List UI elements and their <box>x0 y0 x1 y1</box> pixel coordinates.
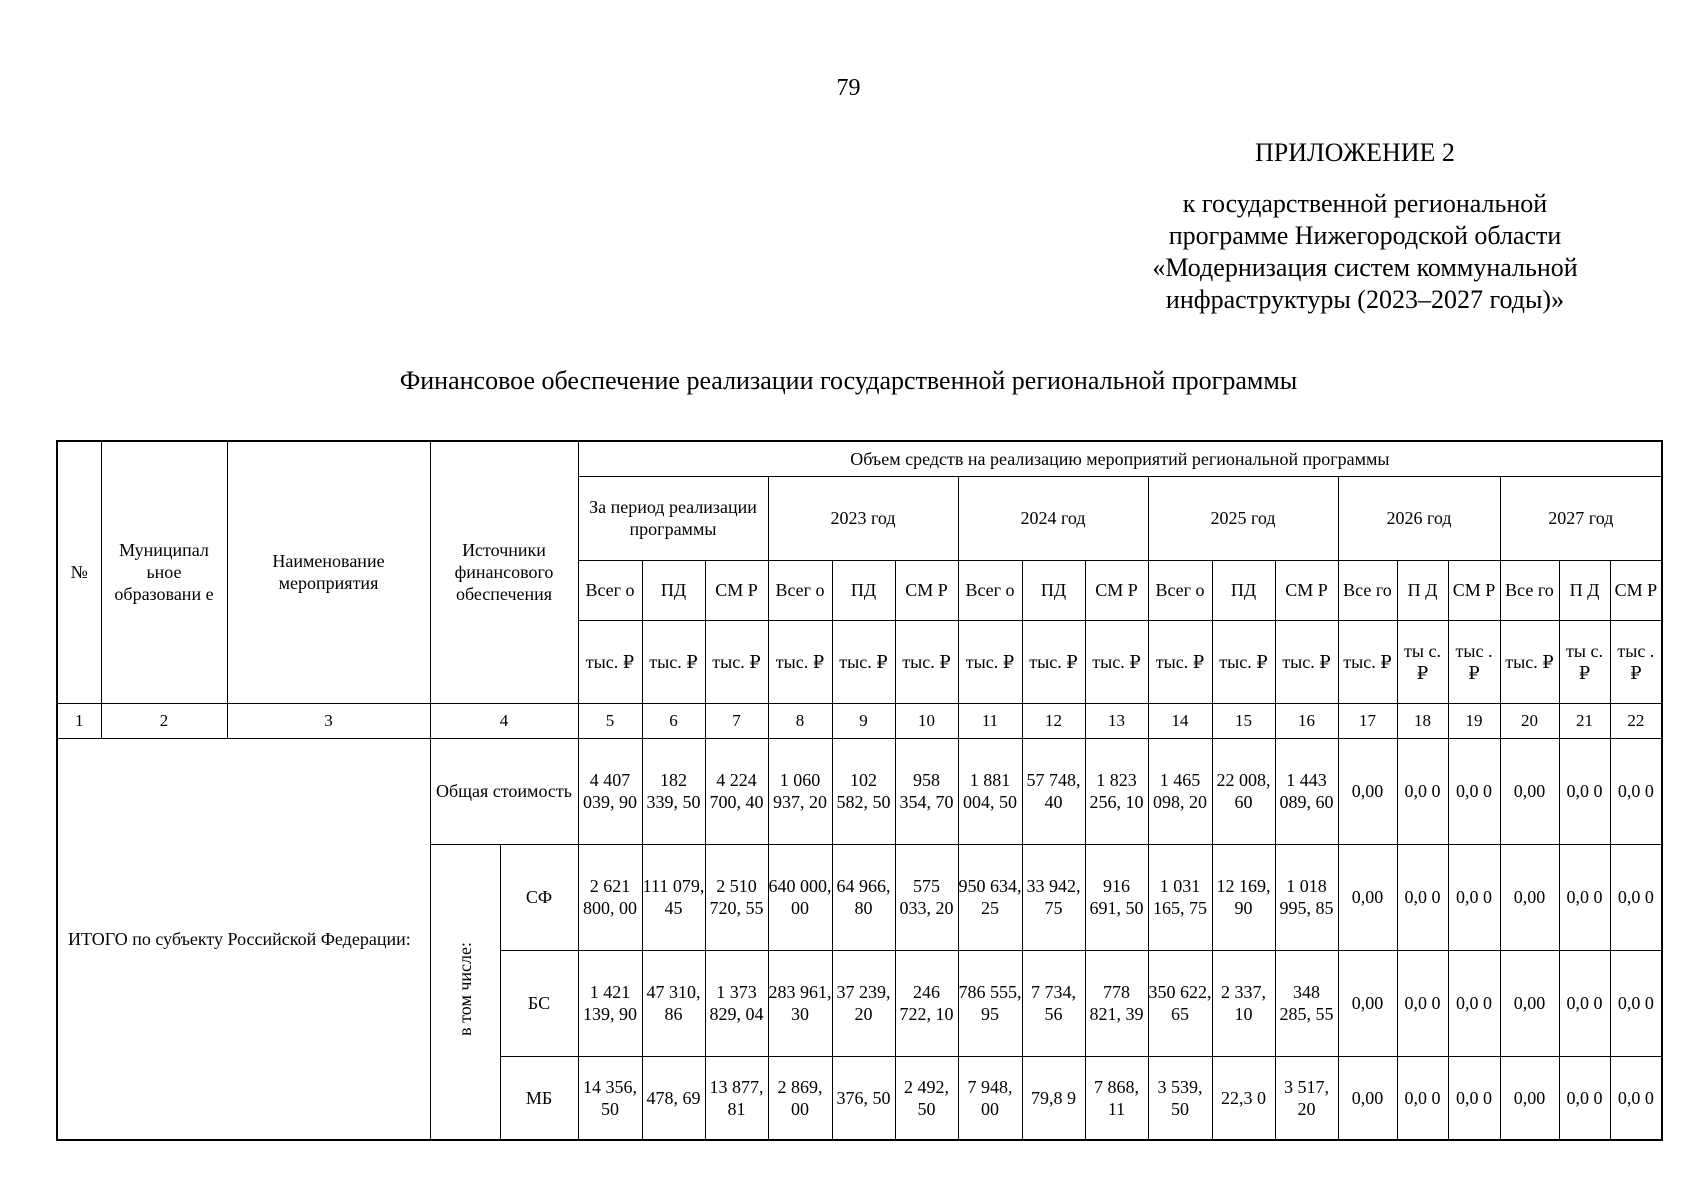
header-volume: Объем средств на реализацию мероприятий региональной программы <box>578 441 1662 476</box>
unit-header: тыс. ₽ <box>895 620 958 703</box>
table-cell: 3 539, 50 <box>1148 1056 1212 1140</box>
table-cell: 7 868, 11 <box>1085 1056 1148 1140</box>
table-cell: 0,00 <box>1338 950 1397 1056</box>
table-cell: 950 634, 25 <box>958 844 1022 950</box>
subcolumn-header: СМ Р <box>1610 560 1662 620</box>
subcolumn-header: ПД <box>1022 560 1085 620</box>
unit-header: тыс. ₽ <box>1275 620 1338 703</box>
table-cell: 916 691, 50 <box>1085 844 1148 950</box>
subcolumn-header: СМ Р <box>1085 560 1148 620</box>
unit-header: тыс. ₽ <box>1148 620 1212 703</box>
unit-header: тыс. ₽ <box>1338 620 1397 703</box>
subcolumn-header: Все го <box>1338 560 1397 620</box>
subcolumn-header: СМ Р <box>705 560 768 620</box>
appendix-subtitle-line: инфраструктуры (2023–2027 годы)» <box>1165 285 1565 314</box>
table-cell: 79,8 9 <box>1022 1056 1085 1140</box>
source-label: БС <box>500 950 578 1056</box>
column-number: 6 <box>642 703 705 738</box>
unit-header: тыс. ₽ <box>958 620 1022 703</box>
page-number: 79 <box>836 75 861 101</box>
table-cell: 0,0 0 <box>1559 844 1610 950</box>
table-cell: 0,0 0 <box>1610 738 1662 844</box>
table-cell: 0,0 0 <box>1397 1056 1448 1140</box>
period-header: 2023 год <box>768 476 958 560</box>
column-number: 20 <box>1500 703 1559 738</box>
column-number: 13 <box>1085 703 1148 738</box>
appendix-subtitle-line: «Модернизация систем коммунальной <box>1152 253 1578 282</box>
table-cell: 0,00 <box>1338 844 1397 950</box>
table-cell: 102 582, 50 <box>832 738 895 844</box>
unit-header: тыс. ₽ <box>1085 620 1148 703</box>
period-header: 2024 год <box>958 476 1148 560</box>
table-cell: 1 443 089, 60 <box>1275 738 1338 844</box>
table-cell: 14 356, 50 <box>578 1056 642 1140</box>
period-header: 2026 год <box>1338 476 1500 560</box>
table-cell: 2 492, 50 <box>895 1056 958 1140</box>
table-cell: 64 966, 80 <box>832 844 895 950</box>
column-number: 17 <box>1338 703 1397 738</box>
table-cell: 2 621 800, 00 <box>578 844 642 950</box>
subcolumn-header: Всег о <box>578 560 642 620</box>
header-num: № <box>57 441 101 703</box>
subcolumn-header: Всег о <box>768 560 832 620</box>
table-cell: 12 169, 90 <box>1212 844 1275 950</box>
subcolumn-header: Всег о <box>958 560 1022 620</box>
subcolumn-header: ПД <box>642 560 705 620</box>
source-label: МБ <box>500 1056 578 1140</box>
header-sources: Источники финансового обеспечения <box>430 441 578 703</box>
table-cell: 376, 50 <box>832 1056 895 1140</box>
table-cell: 0,0 0 <box>1559 1056 1610 1140</box>
subcolumn-header: П Д <box>1397 560 1448 620</box>
column-number: 5 <box>578 703 642 738</box>
subcolumn-header: СМ Р <box>1448 560 1500 620</box>
unit-header: тыс . ₽ <box>1610 620 1662 703</box>
table-cell: 2 869, 00 <box>768 1056 832 1140</box>
table-cell: 640 000, 00 <box>768 844 832 950</box>
column-number: 1 <box>57 703 101 738</box>
unit-header: тыс. ₽ <box>1212 620 1275 703</box>
table-cell: 182 339, 50 <box>642 738 705 844</box>
column-number: 22 <box>1610 703 1662 738</box>
column-number: 3 <box>227 703 430 738</box>
table-cell: 0,00 <box>1338 1056 1397 1140</box>
appendix-subtitle-line: к государственной региональной <box>1182 189 1548 218</box>
appendix-title: ПРИЛОЖЕНИЕ 2 <box>1255 138 1455 167</box>
unit-header: тыс. ₽ <box>642 620 705 703</box>
table-cell: 1 823 256, 10 <box>1085 738 1148 844</box>
period-header: За период реализации программы <box>578 476 768 560</box>
table-cell: 0,0 0 <box>1610 844 1662 950</box>
unit-header: ты с. ₽ <box>1397 620 1448 703</box>
table-cell: 0,00 <box>1500 844 1559 950</box>
table-cell: 575 033, 20 <box>895 844 958 950</box>
column-number: 18 <box>1397 703 1448 738</box>
column-number: 10 <box>895 703 958 738</box>
unit-header: тыс. ₽ <box>1500 620 1559 703</box>
table-cell: 478, 69 <box>642 1056 705 1140</box>
table-cell: 2 510 720, 55 <box>705 844 768 950</box>
subcolumn-header: Все го <box>1500 560 1559 620</box>
table-cell: 33 942, 75 <box>1022 844 1085 950</box>
period-header: 2025 год <box>1148 476 1338 560</box>
unit-header: тыс . ₽ <box>1448 620 1500 703</box>
table-cell: 0,0 0 <box>1448 738 1500 844</box>
table-cell: 0,00 <box>1500 1056 1559 1140</box>
subcolumn-header: ПД <box>1212 560 1275 620</box>
appendix-subtitle-line: программе Нижегородской области <box>1168 221 1562 250</box>
including-label-text: в том числе: <box>455 942 475 1037</box>
header-municipality: Муниципал ьное образовани е <box>101 441 227 703</box>
column-number: 8 <box>768 703 832 738</box>
table-cell: 22 008, 60 <box>1212 738 1275 844</box>
table-cell: 0,0 0 <box>1397 738 1448 844</box>
table-cell: 0,00 <box>1338 738 1397 844</box>
table-cell: 111 079, 45 <box>642 844 705 950</box>
total-label: ИТОГО по субъекту Российской Федерации: <box>57 738 430 1140</box>
including-label <box>430 844 500 1140</box>
table-cell: 1 465 098, 20 <box>1148 738 1212 844</box>
table-cell: 2 337, 10 <box>1212 950 1275 1056</box>
table-cell: 22,3 0 <box>1212 1056 1275 1140</box>
unit-header: тыс. ₽ <box>832 620 895 703</box>
table-cell: 4 224 700, 40 <box>705 738 768 844</box>
period-header: 2027 год <box>1500 476 1662 560</box>
table-cell: 47 310, 86 <box>642 950 705 1056</box>
table-cell: 1 373 829, 04 <box>705 950 768 1056</box>
column-number: 15 <box>1212 703 1275 738</box>
table-cell: 0,0 0 <box>1610 1056 1662 1140</box>
table-cell: 37 239, 20 <box>832 950 895 1056</box>
table-cell: 0,0 0 <box>1448 844 1500 950</box>
table-cell: 778 821, 39 <box>1085 950 1148 1056</box>
table-cell: 246 722, 10 <box>895 950 958 1056</box>
subcolumn-header: П Д <box>1559 560 1610 620</box>
table-cell: 786 555, 95 <box>958 950 1022 1056</box>
table-cell: 4 407 039, 90 <box>578 738 642 844</box>
table-cell: 0,0 0 <box>1448 950 1500 1056</box>
table-cell: 13 877, 81 <box>705 1056 768 1140</box>
column-number: 14 <box>1148 703 1212 738</box>
unit-header: ты с. ₽ <box>1559 620 1610 703</box>
table-cell: 1 060 937, 20 <box>768 738 832 844</box>
column-number: 21 <box>1559 703 1610 738</box>
table-cell: 0,0 0 <box>1397 844 1448 950</box>
column-number: 12 <box>1022 703 1085 738</box>
unit-header: тыс. ₽ <box>768 620 832 703</box>
column-number: 11 <box>958 703 1022 738</box>
subcolumn-header: СМ Р <box>895 560 958 620</box>
table-cell: 0,0 0 <box>1559 738 1610 844</box>
unit-header: тыс. ₽ <box>1022 620 1085 703</box>
column-number: 4 <box>430 703 578 738</box>
table-cell: 3 517, 20 <box>1275 1056 1338 1140</box>
table-cell: 0,0 0 <box>1610 950 1662 1056</box>
total-cost-label: Общая стоимость <box>430 738 578 844</box>
subcolumn-header: Всег о <box>1148 560 1212 620</box>
table-cell: 7 948, 00 <box>958 1056 1022 1140</box>
header-measure: Наименование мероприятия <box>227 441 430 703</box>
unit-header: тыс. ₽ <box>705 620 768 703</box>
table-cell: 1 018 995, 85 <box>1275 844 1338 950</box>
table-cell: 348 285, 55 <box>1275 950 1338 1056</box>
table-cell: 1 421 139, 90 <box>578 950 642 1056</box>
subcolumn-header: СМ Р <box>1275 560 1338 620</box>
source-label: СФ <box>500 844 578 950</box>
column-number: 7 <box>705 703 768 738</box>
subcolumn-header: ПД <box>832 560 895 620</box>
financing-table <box>56 440 1663 1141</box>
table-cell: 0,0 0 <box>1559 950 1610 1056</box>
appendix-subtitle <box>1115 188 1615 316</box>
column-number: 9 <box>832 703 895 738</box>
column-number: 16 <box>1275 703 1338 738</box>
unit-header: тыс. ₽ <box>578 620 642 703</box>
table-cell: 350 622, 65 <box>1148 950 1212 1056</box>
table-cell: 0,0 0 <box>1448 1056 1500 1140</box>
table-cell: 958 354, 70 <box>895 738 958 844</box>
document-title: Финансовое обеспечение реализации государственной региональной программы <box>399 366 1298 395</box>
column-number: 19 <box>1448 703 1500 738</box>
table-cell: 283 961, 30 <box>768 950 832 1056</box>
table-cell: 0,0 0 <box>1397 950 1448 1056</box>
table-cell: 57 748, 40 <box>1022 738 1085 844</box>
table-cell: 1 881 004, 50 <box>958 738 1022 844</box>
table-cell: 0,00 <box>1500 950 1559 1056</box>
column-number: 2 <box>101 703 227 738</box>
table-cell: 7 734, 56 <box>1022 950 1085 1056</box>
table-cell: 1 031 165, 75 <box>1148 844 1212 950</box>
table-cell: 0,00 <box>1500 738 1559 844</box>
